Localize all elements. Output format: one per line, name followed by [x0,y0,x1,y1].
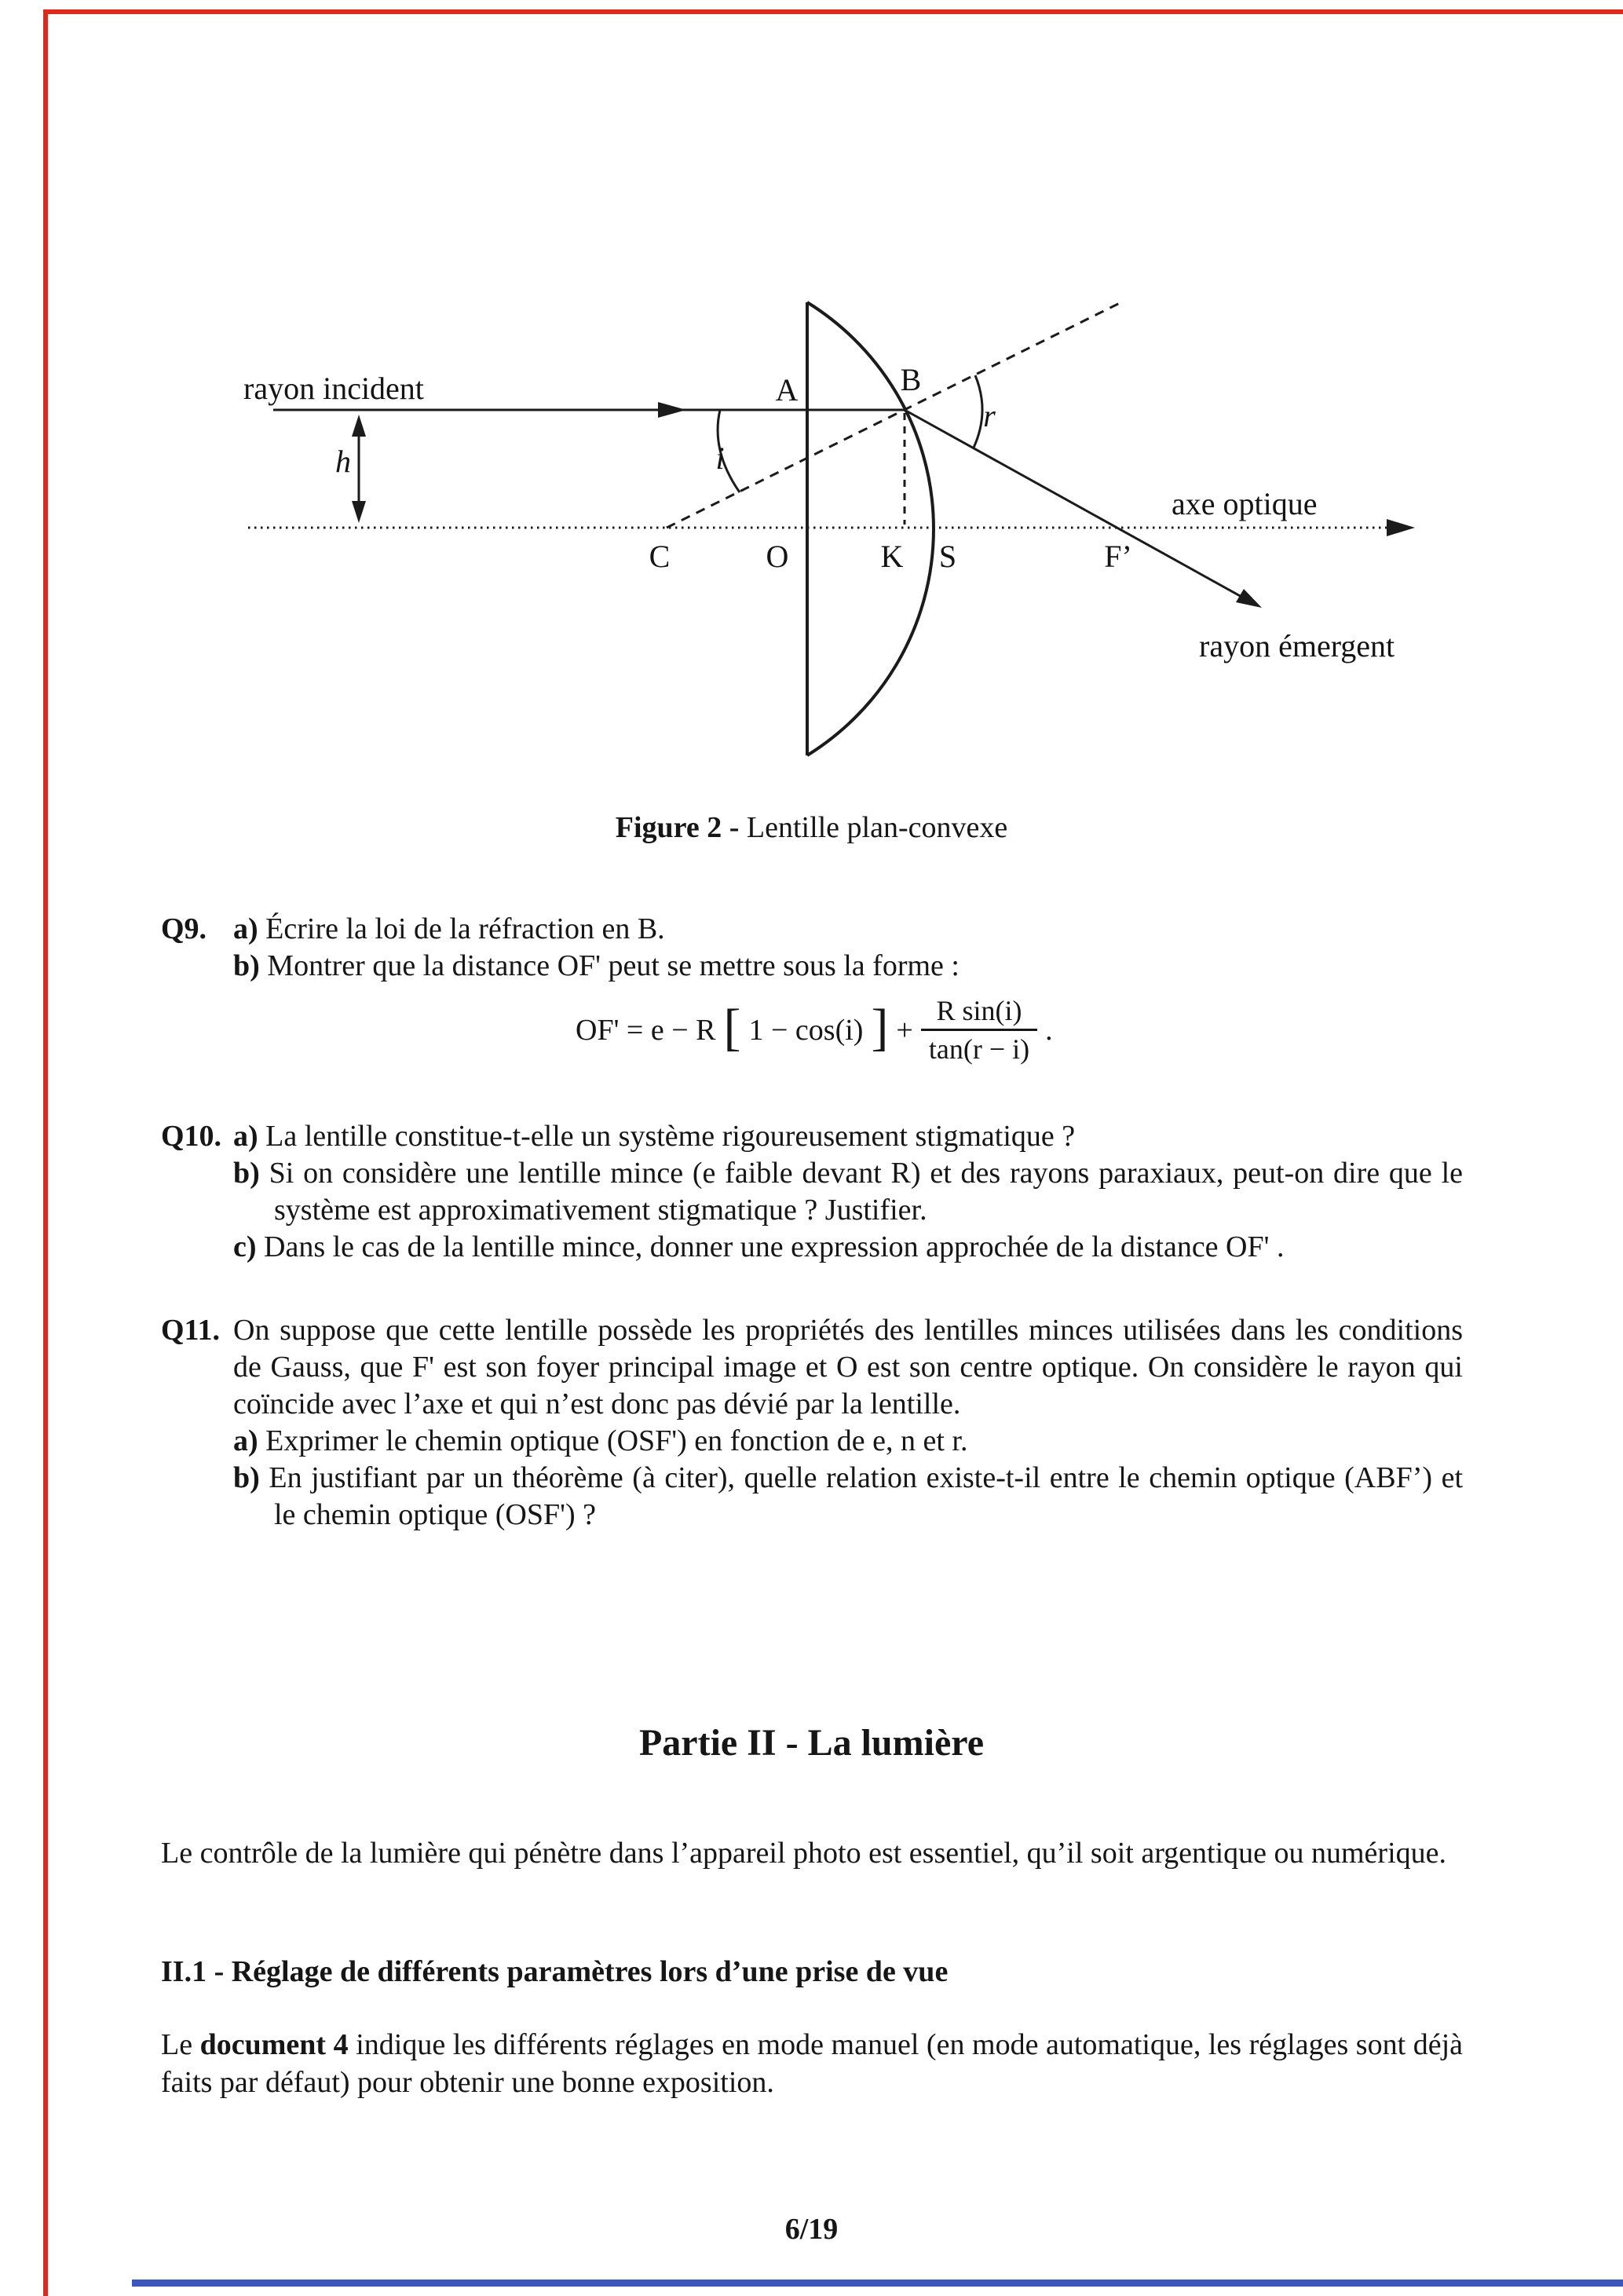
q10-a-label: a) [233,1120,258,1153]
q10-item-c [233,1229,1463,1266]
ii1-paragraph-post: indique les différents réglages en mode manuel (en mode automatique, les réglages sont déjà faits par défaut) pour obtenir une bonne exposition. [161,2028,1463,2099]
q11-b-text: En justifiant par un théorème (à citer), quelle relation existe-t-il entre le chemin optique (ABF’) et le chemin optique (OSF') ? [269,1461,1464,1531]
question-q11 [161,1312,1463,1534]
q10-b-label: b) [233,1157,260,1190]
q11-item-b [233,1460,1463,1534]
axe-optique-label: axe optique [1172,486,1318,521]
formula-lhs: OF' = e − R [576,1014,716,1047]
angle-r-label: r [983,398,996,433]
q11-item-a [233,1423,1463,1460]
q11-intro: On suppose que cette lentille possède les propriétés des lentilles minces utilisées dans les conditions de Gauss, que F' est son foyer principal image et O est son centre optique. On considère le rayon qui coïncide avec l’axe et qui n’est donc pas dévié par la lentille. [233,1314,1463,1420]
q9-number: Q9. [161,912,207,945]
part2-intro-paragraph: Le contrôle de la lumière qui pénètre dans l’appareil photo est essentiel, qu’il soit argentique ou numérique. [161,1837,1447,1870]
point-b-label: B [900,362,922,397]
point-s-label: S [938,539,957,574]
formula-left-bracket: [ [723,999,741,1056]
section-ii1-paragraph [161,2026,1463,2101]
figure2-caption-bold: Figure 2 - [615,811,747,844]
formula-bracket-content: 1 − cos(i) [748,1014,864,1047]
h-arrowhead-up [352,415,366,437]
scan-edge-mark-bottom [132,2280,1623,2287]
angle-i-label: i [715,441,725,476]
formula-denominator: tan(r − i) [921,1029,1037,1066]
part2-title: Partie II - La lumière [638,1722,984,1764]
rayon-emergent-label: rayon émergent [1199,628,1395,664]
q10-item-b [233,1155,1463,1229]
q9-item-a [233,911,1463,948]
h-label: h [335,444,351,479]
incident-ray-arrowhead [658,402,686,418]
ii1-paragraph-pre: Le [161,2028,200,2061]
rayon-incident-label: rayon incident [243,371,424,406]
q9-b-label: b) [233,949,260,982]
figure2-lens-diagram [0,0,1623,864]
question-q9 [161,911,1463,985]
q11-number: Q11. [161,1314,220,1347]
q10-c-text: Dans le cas de la lentille mince, donner une expression approchée de la distance OF' . [264,1230,1285,1263]
q11-body [233,1312,1463,1534]
question-q10 [161,1118,1463,1266]
q10-a-text: La lentille constitue-t-elle un système rigoureusement stigmatique ? [265,1120,1076,1153]
optical-axis-arrowhead [1387,519,1415,536]
point-a-label: A [775,372,799,408]
point-k-label: K [880,539,904,574]
formula-numerator: R sin(i) [936,995,1022,1027]
q9-formula [576,991,1053,1069]
figure2-caption-text: Lentille plan-convexe [746,811,1008,844]
point-c-label: C [649,539,671,574]
angle-r-arc [974,375,982,448]
formula-plus-sign: + [896,1014,913,1047]
q10-item-a [233,1118,1463,1155]
page-number: 6/19 [784,2213,839,2246]
q11-b-label: b) [233,1461,260,1494]
q9-a-text: Écrire la loi de la réfraction en B. [265,912,665,945]
formula-period: . [1045,1014,1053,1047]
section-ii1-heading: II.1 - Réglage de différents paramètres lors d’une prise de vue [161,1955,949,1988]
point-f-prime-label: F’ [1104,539,1132,574]
point-o-label: O [766,539,789,574]
q11-a-text: Exprimer le chemin optique (OSF') en fonction de e, n et r. [265,1424,968,1457]
q9-a-label: a) [233,912,258,945]
q10-b-text: Si on considère une lentille mince (e faible devant R) et des rayons paraxiaux, peut-on dire que le système est approximativement stigmatique ? Justifier. [269,1157,1464,1227]
figure2-caption [0,810,1623,846]
q9-item-b [233,948,1463,985]
h-arrowhead-down [352,501,366,523]
q9-b-text: Montrer que la distance OF' peut se mettre sous la forme : [267,949,960,982]
q11-a-label: a) [233,1424,258,1457]
ii1-paragraph-bold: document 4 [199,2028,349,2061]
q9-body [233,911,1463,985]
q10-number: Q10. [161,1120,222,1153]
q10-c-label: c) [233,1230,257,1263]
q10-body [233,1118,1463,1266]
refracted-ray-arrowhead [1236,589,1262,608]
formula-right-bracket: ] [871,999,889,1056]
formula-fraction [921,994,1037,1066]
